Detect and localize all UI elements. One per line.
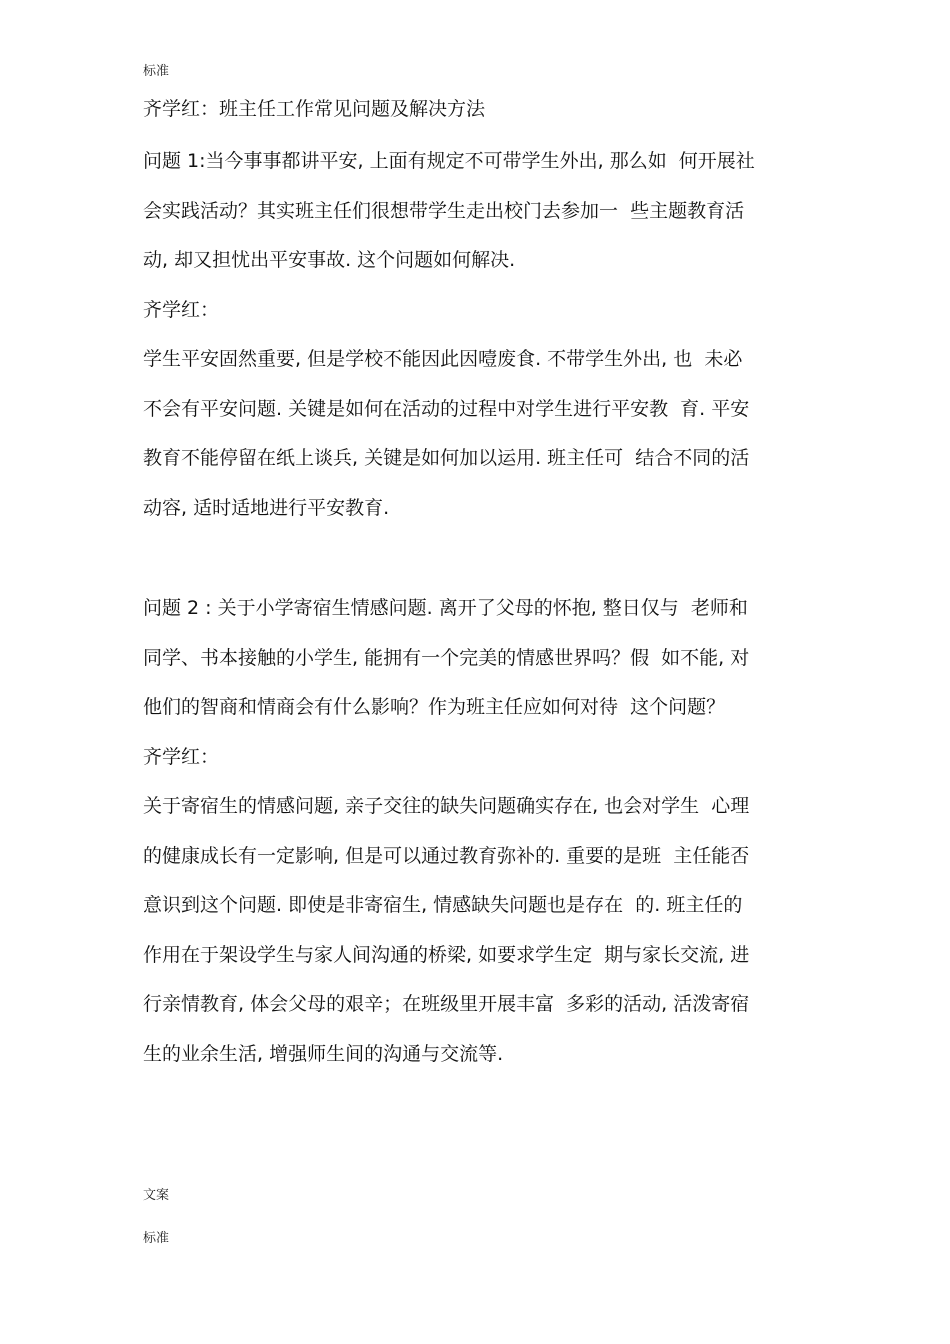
footer-label: 标准 [143, 1231, 170, 1246]
answer-2-line: 生的业余生活, 增强师生间的沟通与交流等. [143, 1042, 504, 1065]
answer-2-line: 意识到这个问题. 即使是非寄宿生, 情感缺失问题也是存在 的. 班主任的 [143, 894, 743, 916]
header-label: 标准 [143, 64, 170, 79]
footer-label: 文案 [143, 1188, 170, 1203]
answer-1-line: 学生平安固然重要, 但是学校不能因此因噎废食. 不带学生外出, 也 未必 [143, 348, 743, 370]
question-2-line: 问题 2 : 关于小学寄宿生情感问题. 离开了父母的怀抱, 整日仅与 老师和 [143, 597, 748, 619]
question-1-line: 动, 却又担忧出平安事故. 这个问题如何解决. [143, 249, 516, 271]
answer-2-line: 的健康成长有一定影响, 但是可以通过教育弥补的. 重要的是班 主任能否 [143, 844, 750, 867]
question-2-line: 他们的智商和情商会有什么影响？作为班主任应如何对待 这个问题？ [143, 696, 726, 718]
document-title: 齐学红：班主任工作常见问题及解决方法 [143, 98, 486, 120]
answer-1-line: 不会有平安问题. 关键是如何在活动的过程中对学生进行平安教 育. 平安 [143, 397, 750, 420]
answer-2-line: 作用在于架设学生与家人间沟通的桥梁, 如要求学生定 期与家长交流, 进 [143, 943, 750, 966]
question-2-line: 同学、书本接触的小学生, 能拥有一个完美的情感世界吗？假 如不能, 对 [143, 646, 750, 669]
answer-1-line: 教育不能停留在纸上谈兵, 关键是如何加以运用. 班主任可 结合不同的活 [143, 447, 750, 469]
question-1-block [143, 137, 823, 533]
answer-2-line: 行亲情教育, 体会父母的艰辛；在班级里开展丰富 多彩的活动, 活泼寄宿 [143, 993, 750, 1015]
question-2-block [143, 584, 823, 1079]
question-1-line: 会实践活动？其实班主任们很想带学生走出校门去参加一 些主题教育活 [143, 199, 745, 222]
question-1-line: 问题 1:当今事事都讲平安, 上面有规定不可带学生外出, 那么如 何开展社 [143, 150, 755, 172]
speaker-label: 齐学红： [143, 298, 220, 321]
answer-1-line: 动容, 适时适地进行平安教育. [143, 496, 390, 519]
speaker-label: 齐学红： [143, 745, 220, 768]
answer-2-line: 关于寄宿生的情感问题, 亲子交往的缺失问题确实存在, 也会对学生 心理 [143, 795, 750, 817]
